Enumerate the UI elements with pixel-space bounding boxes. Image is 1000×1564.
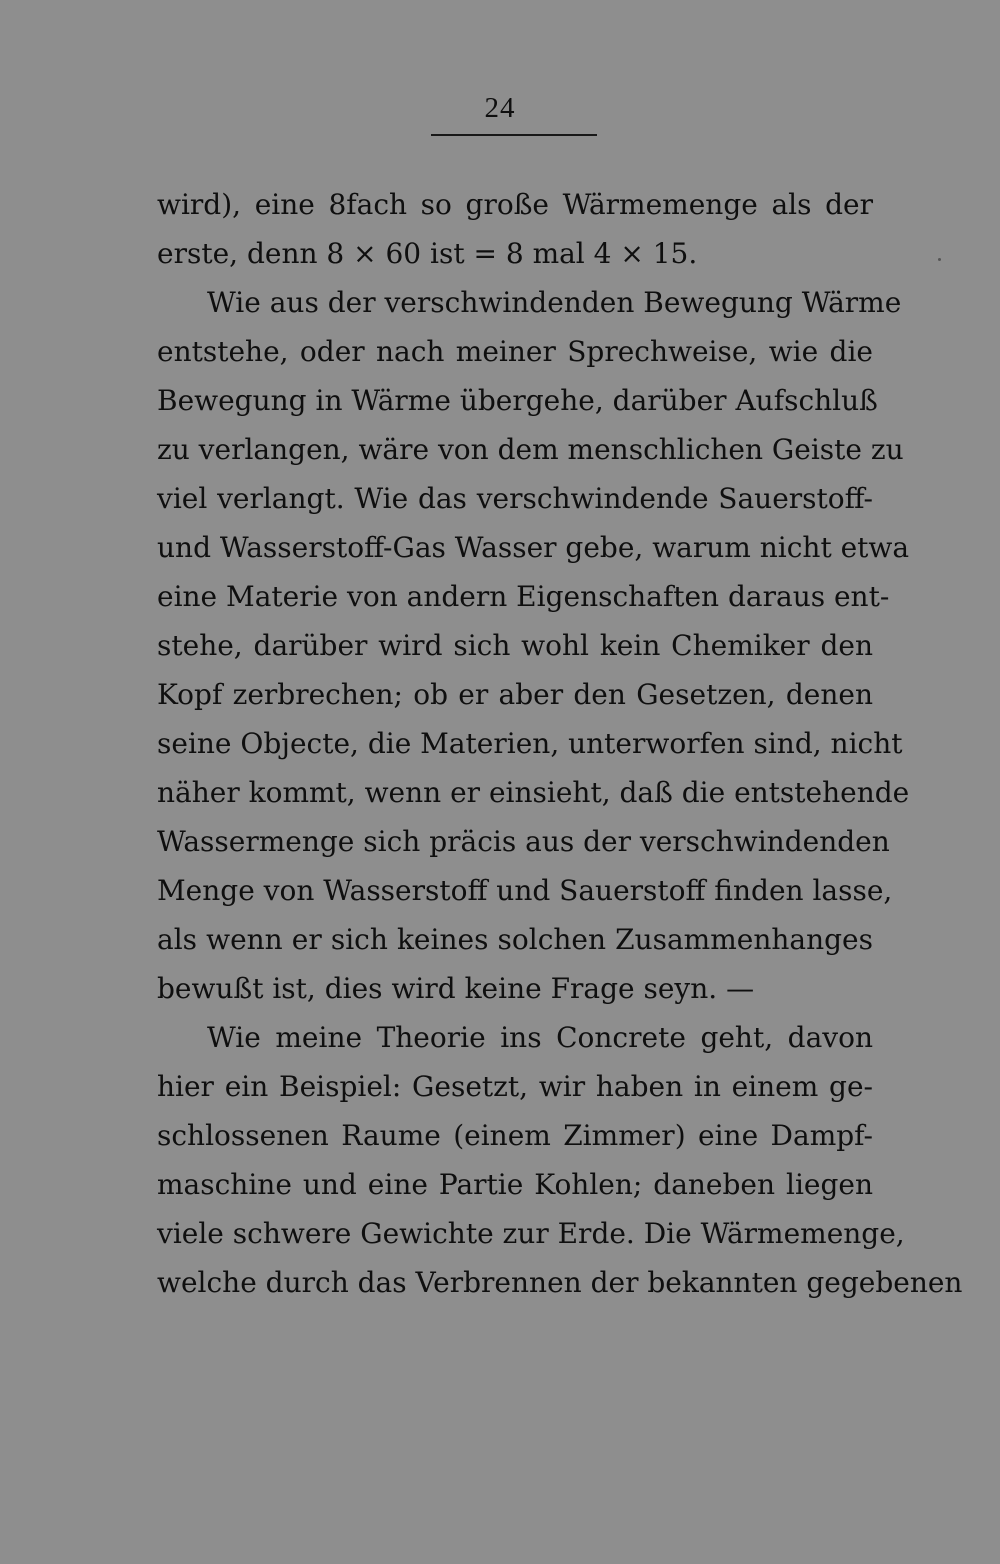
text-line: schlossenen Raume (einem Zimmer) eine Dampf- — [157, 1119, 873, 1152]
page-number: 24 — [484, 92, 516, 124]
paper-speck — [938, 258, 941, 261]
text-line: stehe, darüber wird sich wohl kein Chemiker den — [157, 629, 873, 662]
text-line: Wie meine Theorie ins Concrete geht, davon — [207, 1021, 873, 1054]
text-line: entstehe, oder nach meiner Sprechweise, wie die — [157, 335, 873, 368]
text-line: Menge von Wasserstoff und Sauerstoff finden lasse, — [157, 874, 893, 907]
text-line: zu verlangen, wäre von dem menschlichen Geiste zu — [157, 433, 904, 466]
text-line: eine Materie von andern Eigenschaften daraus ent- — [157, 580, 890, 613]
text-line: welche durch das Verbrennen der bekannten gegebenen — [157, 1266, 963, 1299]
text-line: Wie aus der verschwindenden Bewegung Wärme — [207, 286, 902, 319]
text-line: viele schwere Gewichte zur Erde. Die Wärmemenge, — [157, 1217, 905, 1250]
text-line: wird), eine 8fach so große Wärmemenge als der — [157, 188, 873, 221]
body-text — [157, 180, 963, 1307]
header-rule — [431, 134, 597, 136]
text-line: erste, denn 8 × 60 ist = 8 mal 4 × 15. — [157, 237, 698, 270]
text-line: Wassermenge sich präcis aus der verschwindenden — [157, 825, 890, 858]
text-line: bewußt ist, dies wird keine Frage seyn. — — [157, 972, 755, 1005]
text-line: als wenn er sich keines solchen Zusammenhanges — [157, 923, 873, 956]
text-line: hier ein Beispiel: Gesetzt, wir haben in einem ge- — [157, 1070, 873, 1103]
text-line: viel verlangt. Wie das verschwindende Sauerstoff- — [157, 482, 873, 515]
text-line: maschine und eine Partie Kohlen; daneben liegen — [157, 1168, 873, 1201]
text-line: Bewegung in Wärme übergehe, darüber Aufschluß — [157, 384, 878, 417]
text-line: und Wasserstoff-Gas Wasser gebe, warum nicht etwa — [157, 531, 910, 564]
text-line: seine Objecte, die Materien, unterworfen sind, nicht — [157, 727, 903, 760]
text-line: Kopf zerbrechen; ob er aber den Gesetzen, denen — [157, 678, 873, 711]
text-line: näher kommt, wenn er einsieht, daß die entstehende — [157, 776, 910, 809]
